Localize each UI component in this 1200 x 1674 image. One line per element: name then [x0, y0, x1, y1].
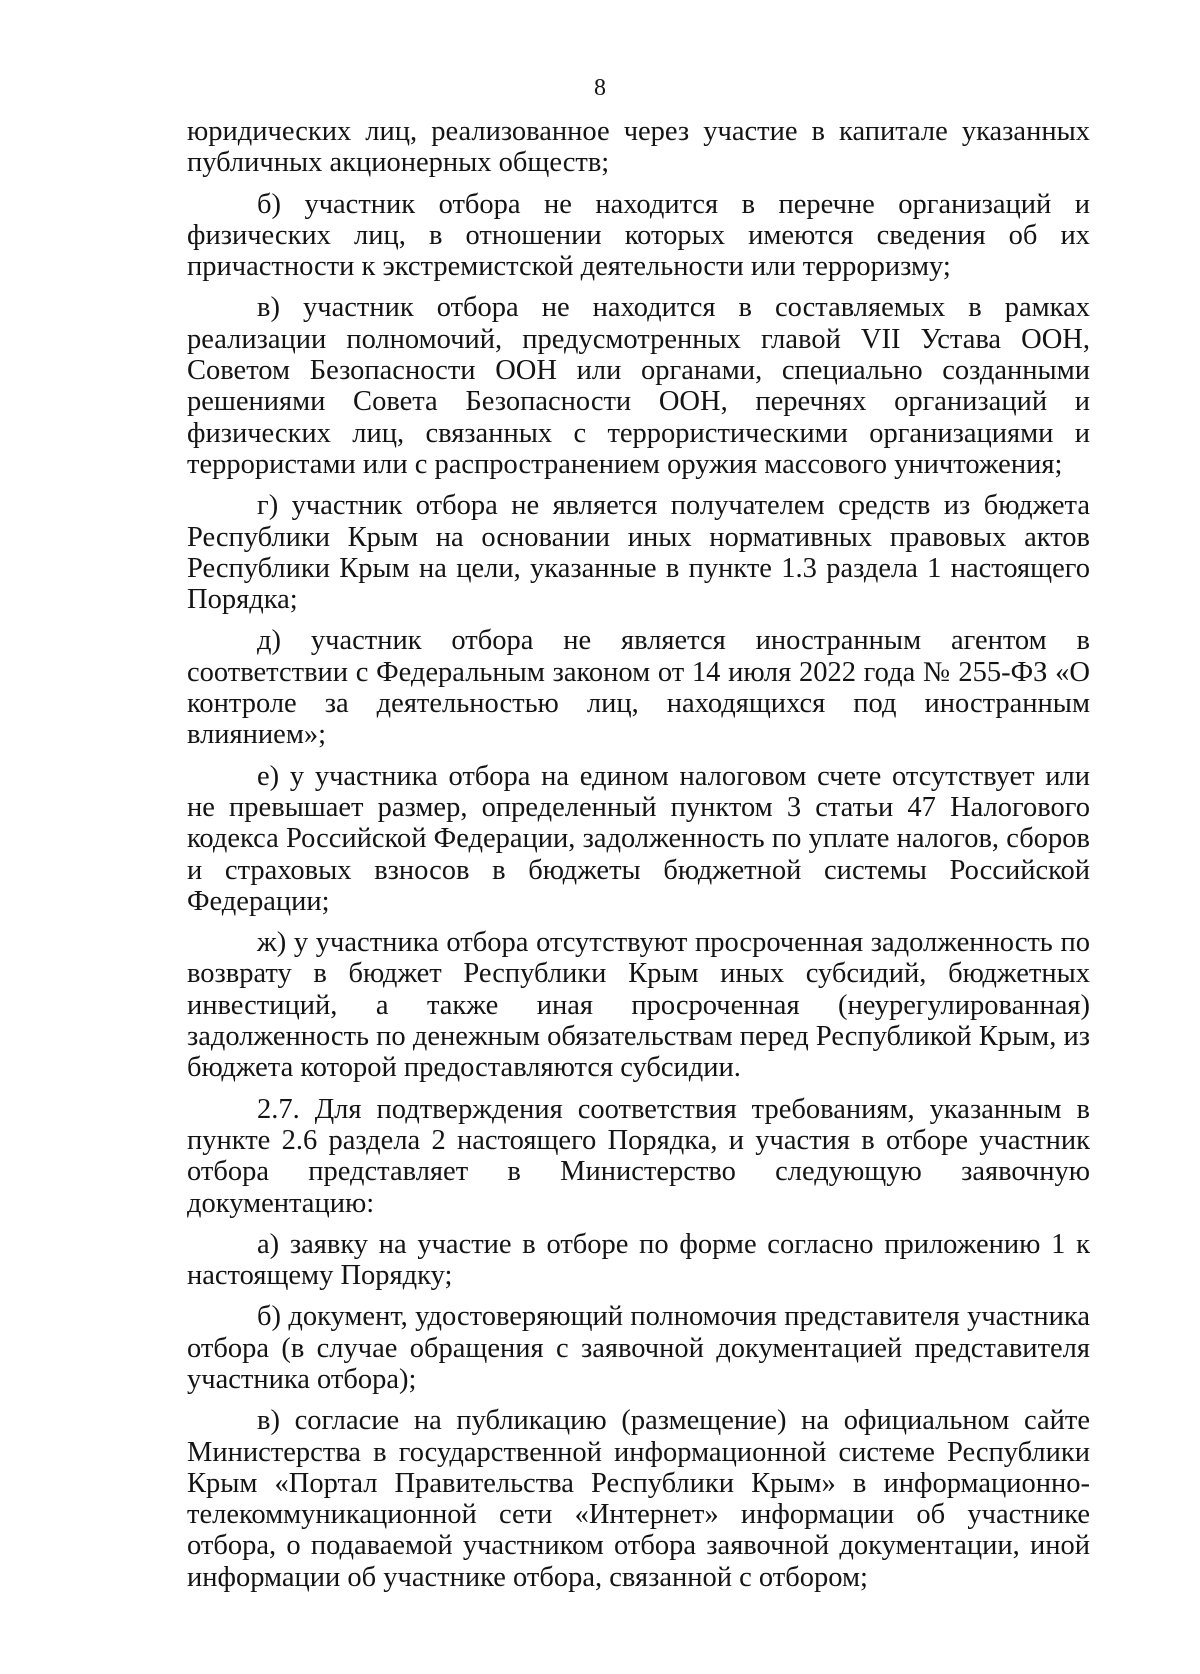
paragraph-item-g: г) участник отбора не является получателем средств из бюджета Республики Крым на основании иных нормативных правовых актов Республики Крым на цели, указанные в пункте 1.3 раздела 1 настоящего Порядка; [187, 490, 1090, 616]
paragraph-continuation: юридических лиц, реализованное через участие в капитале указанных публичных акционерных обществ; [187, 116, 1090, 179]
paragraph-doc-a: а) заявку на участие в отборе по форме согласно приложению 1 к настоящему Порядку; [187, 1228, 1090, 1292]
paragraph-doc-b: б) документ, удостоверяющий полномочия представителя участника отбора (в случае обращения с заявочной документацией представителя участника отбора); [187, 1301, 1090, 1395]
document-body [187, 116, 1090, 1603]
paragraph-doc-v: в) согласие на публикацию (размещение) на официальном сайте Министерства в государственной информационной системе Республики Крым «Портал Правительства Республики Крым» в информационно-телекоммуникационной сети «Интернет» информации об участнике отбора, о подаваемой участником отбора заявочной документации, иной информации об участнике отбора, связанной с отбором; [187, 1405, 1090, 1593]
paragraph-item-b: б) участник отбора не находится в перечне организаций и физических лиц, в отношении которых имеются сведения об их причастности к экстремистской деятельности или терроризму; [187, 188, 1090, 283]
page-number: 8 [594, 75, 606, 101]
paragraph-item-v: в) участник отбора не находится в составляемых в рамках реализации полномочий, предусмотренных главой VII Устава ООН, Советом Безопасности ООН или органами, специально созданными решениями Совета Безопасности ООН, перечнях организаций и физических лиц, связанных с террористическими организациями и террористами или с распространением оружия массового уничтожения; [187, 292, 1090, 480]
paragraph-clause-2-7: 2.7. Для подтверждения соответствия требованиям, указанным в пункте 2.6 раздела 2 настоящего Порядка, и участия в отборе участник отбора представляет в Министерство следующую заявочную документацию: [187, 1093, 1090, 1219]
paragraph-item-d: д) участник отбора не является иностранным агентом в соответствии с Федеральным законом от 14 июля 2022 года № 255-ФЗ «О контроле за деятельностью лиц, находящихся под иностранным влиянием»; [187, 625, 1090, 751]
paragraph-item-e: е) у участника отбора на едином налоговом счете отсутствует или не превышает размер, определенный пунктом 3 статьи 47 Налогового кодекса Российской Федерации, задолженность по уплате налогов, сборов и страховых взносов в бюджеты бюджетной системы Российской Федерации; [187, 760, 1090, 917]
paragraph-item-zh: ж) у участника отбора отсутствуют просроченная задолженность по возврату в бюджет Республики Крым иных субсидий, бюджетных инвестиций, а также иная просроченная (неурегулированная) задолженность по денежным обязательствам перед Республикой Крым, из бюджета которой предоставляются субсидии. [187, 927, 1090, 1084]
